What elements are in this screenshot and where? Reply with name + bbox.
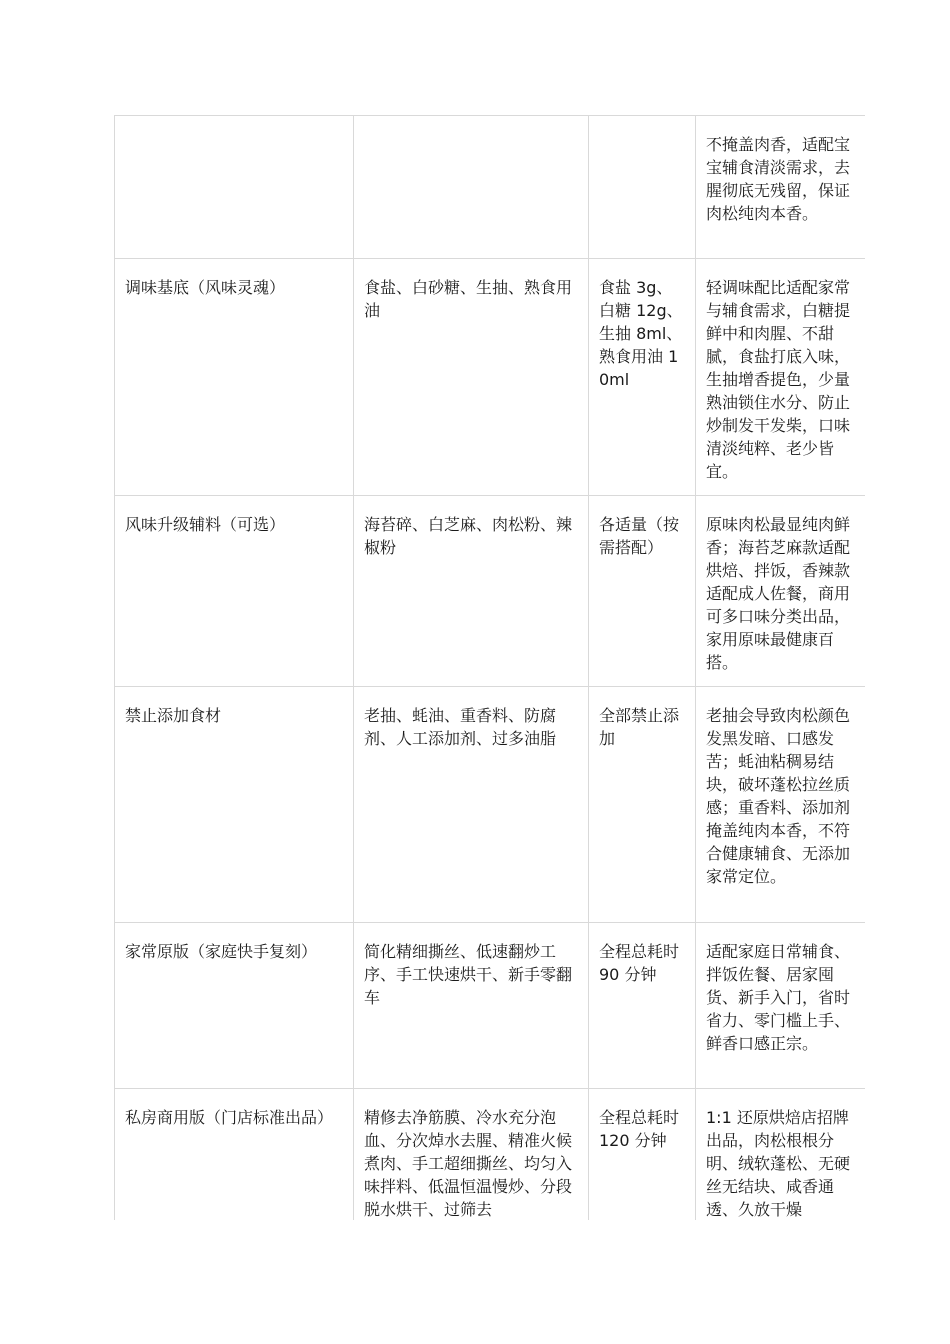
table-cell-item: 禁止添加食材 — [115, 687, 354, 923]
table-cell-amount: 食盐 3g、白糖 12g、生抽 8ml、熟食用油 10ml — [589, 259, 696, 496]
table-cell-materials: 简化精细撕丝、低速翻炒工序、手工快速烘干、新手零翻车 — [354, 923, 589, 1089]
table-cell-item: 家常原版（家庭快手复刻） — [115, 923, 354, 1089]
table-row — [115, 116, 866, 259]
table-cell-amount: 全部禁止添加 — [589, 687, 696, 923]
table-cell-materials: 老抽、蚝油、重香料、防腐剂、人工添加剂、过多油脂 — [354, 687, 589, 923]
table-cell-note: 1:1 还原烘焙店招牌出品，肉松根根分明、绒软蓬松、无硬丝无结块、咸香通透、久放干燥 — [696, 1089, 866, 1221]
table-row — [115, 496, 866, 687]
table-row — [115, 687, 866, 923]
table-cell-amount — [589, 116, 696, 259]
table-cell-amount: 各适量（按需搭配） — [589, 496, 696, 687]
table-row — [115, 1089, 866, 1221]
recipe-spec-table-container — [114, 115, 865, 1220]
table-cell-materials: 海苔碎、白芝麻、肉松粉、辣椒粉 — [354, 496, 589, 687]
table-cell-item: 私房商用版（门店标准出品） — [115, 1089, 354, 1221]
table-cell-note: 不掩盖肉香，适配宝宝辅食清淡需求，去腥彻底无残留，保证肉松纯肉本香。 — [696, 116, 866, 259]
table-cell-item: 风味升级辅料（可选） — [115, 496, 354, 687]
table-cell-amount: 全程总耗时 90 分钟 — [589, 923, 696, 1089]
table-cell-materials — [354, 116, 589, 259]
table-row — [115, 259, 866, 496]
table-cell-note: 适配家庭日常辅食、拌饭佐餐、居家囤货、新手入门，省时省力、零门槛上手、鲜香口感正宗。 — [696, 923, 866, 1089]
table-cell-amount: 全程总耗时 120 分钟 — [589, 1089, 696, 1221]
table-row — [115, 923, 866, 1089]
table-cell-item: 调味基底（风味灵魂） — [115, 259, 354, 496]
table-cell-note: 老抽会导致肉松颜色发黑发暗、口感发苦；蚝油粘稠易结块，破坏蓬松拉丝质感；重香料、添加剂掩盖纯肉本香，不符合健康辅食、无添加家常定位。 — [696, 687, 866, 923]
recipe-spec-table — [114, 115, 865, 1220]
table-cell-item — [115, 116, 354, 259]
table-cell-materials: 食盐、白砂糖、生抽、熟食用油 — [354, 259, 589, 496]
table-cell-note: 轻调味配比适配家常与辅食需求，白糖提鲜中和肉腥、不甜腻，食盐打底入味，生抽增香提色，少量熟油锁住水分、防止炒制发干发柴，口味清淡纯粹、老少皆宜。 — [696, 259, 866, 496]
table-cell-materials: 精修去净筋膜、冷水充分泡血、分次焯水去腥、精准火候煮肉、手工超细撕丝、均匀入味拌料、低温恒温慢炒、分段脱水烘干、过筛去 — [354, 1089, 589, 1221]
table-cell-note: 原味肉松最显纯肉鲜香；海苔芝麻款适配烘焙、拌饭，香辣款适配成人佐餐，商用可多口味分类出品，家用原味最健康百搭。 — [696, 496, 866, 687]
